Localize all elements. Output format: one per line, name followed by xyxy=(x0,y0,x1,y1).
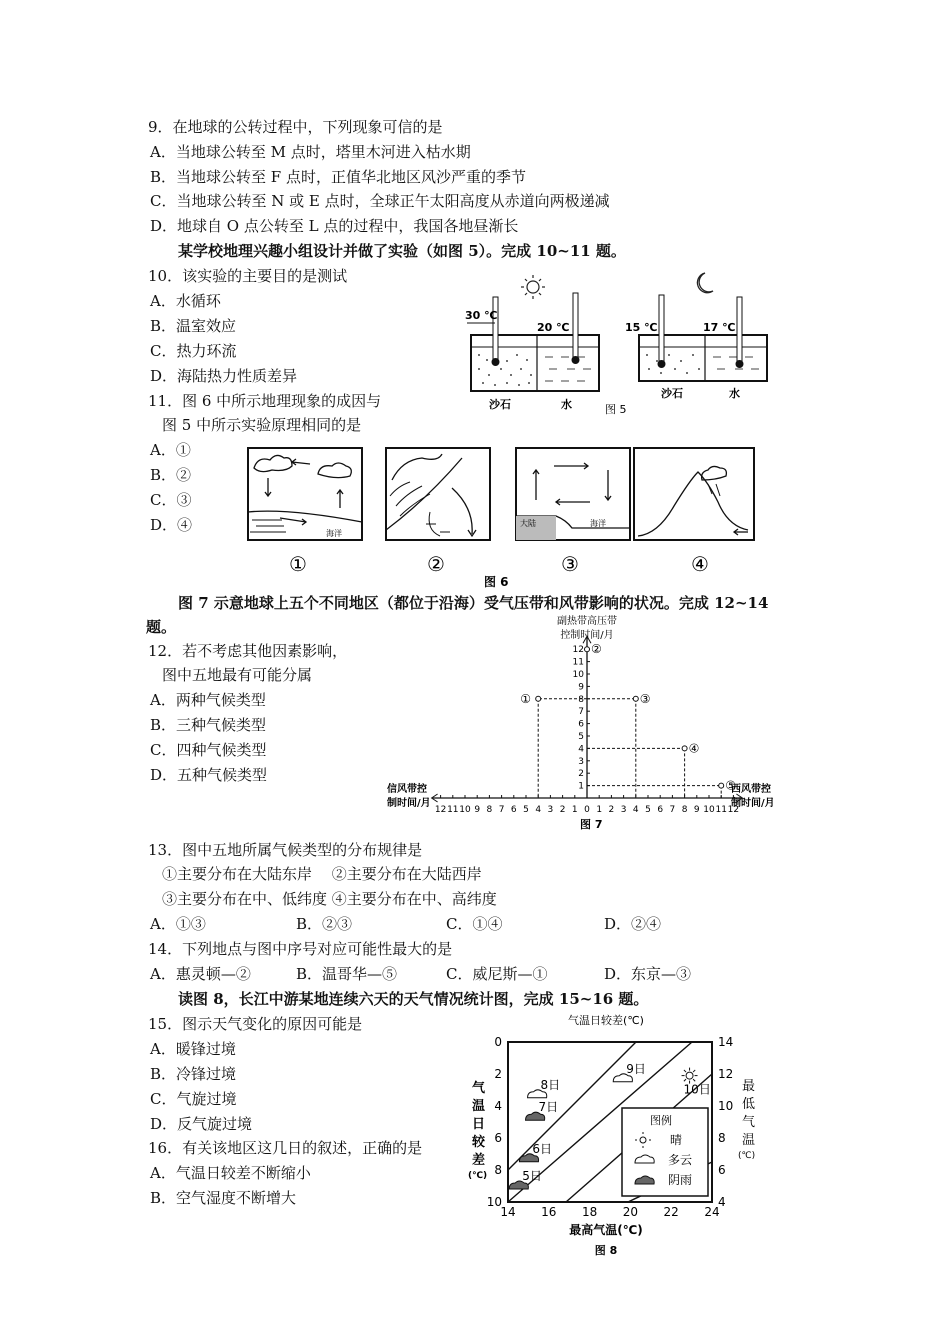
fig5-label-water-night: 水 xyxy=(729,387,740,400)
fig8-y2-tick-label: 12 xyxy=(718,1067,734,1081)
q14-option-d: D．东京—③ xyxy=(604,965,692,983)
fig7-x-tick-label: 10 xyxy=(703,805,715,815)
fig5-temp-water-day: 20 ℃ xyxy=(537,321,570,334)
fig7-x-tick-label: 8 xyxy=(681,805,688,815)
q9-option-d: D．地球自 O 点公转至 L 点的过程中，我国各地昼渐长 xyxy=(150,217,519,235)
sun-icon xyxy=(521,275,545,299)
q9-option-b: B．当地球公转至 F 点时，正值华北地区风沙严重的季节 xyxy=(150,168,526,186)
fig8-x-tick-label: 18 xyxy=(581,1205,598,1219)
fig7-x-tick-label: 1 xyxy=(571,805,578,815)
q15-option-b: B．冷锋过境 xyxy=(150,1065,237,1083)
fig8-y-tick-label: 4 xyxy=(494,1099,502,1113)
sun-ray xyxy=(684,1079,686,1081)
fig7-ytitle-2: 控制时间/月 xyxy=(560,630,614,641)
fig7-x-tick-label: 6 xyxy=(510,805,517,815)
sun-core xyxy=(686,1072,693,1079)
fig7-x-tick-label: 2 xyxy=(608,805,615,815)
fig7-point-label-3: ③ xyxy=(639,691,651,706)
fig7-x-tick-label: 4 xyxy=(632,805,639,815)
q14-option-b: B．温哥华—⑤ xyxy=(296,965,398,983)
q10-option-a: A．水循环 xyxy=(150,292,221,310)
fig8-point-label-6: 10日 xyxy=(683,1082,711,1097)
q16-stem: 16．有关该地区这几日的叙述，正确的是 xyxy=(148,1139,423,1157)
fig8-bottom-title: 最高气温(℃) xyxy=(569,1223,643,1237)
q14-stem: 14．下列地点与图中序号对应可能性最大的是 xyxy=(148,940,453,958)
fig7-y-tick-label: 2 xyxy=(578,769,584,780)
figure-6-caption: 图 6 xyxy=(484,575,509,588)
fig7-point-3 xyxy=(633,696,638,701)
fig8-x-tick-label: 20 xyxy=(622,1205,639,1219)
fig8-left-title-2: 温 xyxy=(472,1099,486,1114)
fig8-y2-tick-label: 6 xyxy=(718,1163,726,1177)
fig5-label-water-day: 水 xyxy=(561,398,572,411)
q14-option-c: C．威尼斯—① xyxy=(446,965,548,983)
fig8-y-tick-label: 8 xyxy=(494,1163,502,1177)
sun-ray xyxy=(693,1079,695,1081)
fig7-x-tick-label: 12 xyxy=(434,805,447,815)
fig8-point-label-4: 8日 xyxy=(540,1077,561,1092)
fig8-isotherm-line-1 xyxy=(508,1042,636,1170)
fig7-point-label-1: ① xyxy=(520,691,531,706)
intro-12-14-line2: 题。 xyxy=(146,618,177,636)
fig8-y2-tick-label: 14 xyxy=(718,1035,734,1049)
fig7-y-tick-label: 12 xyxy=(572,645,584,656)
fig8-legend xyxy=(622,1108,708,1196)
fig8-y2-tick-label: 4 xyxy=(718,1195,726,1209)
fig6-sea-label: 海洋 xyxy=(326,529,342,538)
fig6-num-2: ② xyxy=(427,552,445,576)
q12-stem-line1: 12．若不考虑其他因素影响， xyxy=(148,642,348,660)
fig8-y-tick-label: 10 xyxy=(486,1195,502,1209)
fig7-x-tick-label: 11 xyxy=(447,805,459,815)
fig8-right-title-4: 温 xyxy=(742,1133,756,1148)
q10-option-d: D．海陆热力性质差异 xyxy=(150,367,298,385)
fig6-num-3: ③ xyxy=(561,552,579,576)
fig7-x-tick-label: 1 xyxy=(596,805,603,815)
tank-day xyxy=(467,293,599,391)
fig7-y-tick-label: 9 xyxy=(578,682,584,693)
sun-ray xyxy=(684,1070,686,1072)
fig7-x-tick-label: 8 xyxy=(486,805,493,815)
figure-5-caption: 图 5 xyxy=(605,403,627,415)
fig8-y2-tick-label: 8 xyxy=(718,1131,726,1145)
fig7-y-tick-label: 11 xyxy=(572,657,584,668)
q13-statement-2: ③主要分布在中、低纬度 ④主要分布在中、高纬度 xyxy=(162,890,497,908)
fig8-y-tick-label: 2 xyxy=(494,1067,502,1081)
q15-option-a: A．暖锋过境 xyxy=(150,1040,236,1058)
q16-option-b: B．空气湿度不断增大 xyxy=(150,1189,297,1207)
tank-night xyxy=(639,295,767,381)
q11-stem-line2: 图 5 中所示实验原理相同的是 xyxy=(162,416,362,434)
fig6-num-4: ④ xyxy=(691,552,709,576)
q11-option-a: A．① xyxy=(150,441,191,459)
fig6-land-label: 大陆 xyxy=(520,519,536,528)
figure-8-caption: 图 8 xyxy=(594,1244,618,1257)
q14-option-a: A．惠灵顿—② xyxy=(150,965,251,983)
intro-15-16: 读图 8，长江中游某地连续六天的天气情况统计图，完成 15~16 题。 xyxy=(178,990,649,1008)
q12-option-a: A．两种气候类型 xyxy=(150,691,266,709)
figure-5 xyxy=(455,265,775,415)
fig8-right-title-2: 低 xyxy=(742,1097,756,1112)
fig8-right-title-5: (℃) xyxy=(738,1151,756,1161)
q11-option-d: D．④ xyxy=(150,516,193,534)
fig8-point-label-2: 6日 xyxy=(532,1141,553,1156)
fig7-y-tick-label: 7 xyxy=(578,707,584,718)
fig7-x-tick-label: 5 xyxy=(645,805,651,815)
fig8-y-tick-label: 6 xyxy=(494,1131,502,1145)
fig5-temp-sand-day: 30 ℃ xyxy=(465,309,498,322)
fig8-right-title-1: 最 xyxy=(742,1079,756,1094)
fig7-point-1 xyxy=(536,696,541,701)
fig8-left-title-5: 差 xyxy=(472,1153,486,1168)
q13-option-d: D．②④ xyxy=(604,915,662,933)
fig7-point-label-2: ② xyxy=(591,642,602,657)
fig7-right-title-1: 西风带控 xyxy=(731,784,771,795)
figure-7-caption: 图 7 xyxy=(580,818,603,831)
moon-icon xyxy=(697,273,713,293)
fig7-x-tick-label: 11 xyxy=(715,805,727,815)
intro-12-14-line1: 图 7 示意地球上五个不同地区（都位于沿海）受气压带和风带影响的状况。完成 12~14 xyxy=(178,594,769,612)
fig7-ytitle-1: 副热带高压带 xyxy=(557,616,617,627)
fig7-point-5 xyxy=(719,783,724,788)
fig7-x-tick-label: 4 xyxy=(535,805,542,815)
fig7-x-tick-label: 3 xyxy=(620,805,627,815)
q15-option-d: D．反气旋过境 xyxy=(150,1115,253,1133)
figure-8-chart xyxy=(460,1012,770,1260)
q12-option-c: C．四种气候类型 xyxy=(150,741,267,759)
fig7-y-tick-label: 10 xyxy=(572,670,584,680)
q12-stem-line2: 图中五地最有可能分属 xyxy=(162,666,313,684)
q13-option-a: A．①③ xyxy=(150,915,206,933)
fig7-x-tick-label: 9 xyxy=(474,805,481,815)
sun-icon xyxy=(682,1068,698,1084)
fig6-sea-label-2: 海洋 xyxy=(590,519,606,528)
fig8-x-tick-label: 14 xyxy=(500,1205,516,1219)
fig7-point-2 xyxy=(585,647,590,652)
fig7-x-tick-label: 0 xyxy=(584,805,590,815)
figure-7-chart xyxy=(385,612,790,834)
q11-stem-line1: 11．图 6 中所示地理现象的成因与 xyxy=(148,392,382,410)
fig7-point-label-5: ⑤ xyxy=(725,778,736,793)
fig6-panel-1 xyxy=(248,448,362,540)
fig8-top-title: 气温日较差(℃) xyxy=(568,1014,644,1027)
fig5-label-sand-day: 沙石 xyxy=(489,398,511,411)
fig7-x-tick-label: 6 xyxy=(657,805,664,815)
q12-option-b: B．三种气候类型 xyxy=(150,716,267,734)
fig7-point-4 xyxy=(682,746,687,751)
fig8-y2-tick-label: 10 xyxy=(718,1099,734,1113)
fig8-left-title-1: 气 xyxy=(472,1081,486,1096)
fig8-legend-sunny: 晴 xyxy=(670,1133,683,1147)
fig7-x-tick-label: 5 xyxy=(523,805,529,815)
fig7-left-title-2: 制时间/月 xyxy=(387,798,431,809)
fig7-y-tick-label: 3 xyxy=(578,756,584,767)
fig8-point-label-1: 5日 xyxy=(522,1169,542,1183)
fig5-temp-water-night: 17 ℃ xyxy=(703,321,736,334)
q15-option-c: C．气旋过境 xyxy=(150,1090,237,1108)
fig7-x-tick-label: 10 xyxy=(459,805,471,815)
fig5-temp-sand-night: 15 ℃ xyxy=(625,321,658,334)
q10-stem: 10．该实验的主要目的是测试 xyxy=(148,267,348,285)
fig6-panel-4 xyxy=(634,448,754,540)
fig8-point-label-5: 9日 xyxy=(626,1061,646,1076)
q9-option-c: C．当地球公转至 N 或 E 点时，全球正午太阳高度从赤道向两极递减 xyxy=(150,192,610,210)
fig7-y-tick-label: 8 xyxy=(578,694,584,705)
fig7-x-tick-label: 9 xyxy=(693,805,700,815)
fig7-y-tick-label: 5 xyxy=(578,732,584,742)
q11-option-b: B．② xyxy=(150,466,192,484)
q9-stem: 9．在地球的公转过程中，下列现象可信的是 xyxy=(148,118,443,136)
fig7-x-tick-label: 7 xyxy=(498,805,505,815)
sun-ray xyxy=(693,1070,695,1072)
figure-6 xyxy=(240,440,770,588)
q13-option-c: C．①④ xyxy=(446,915,503,933)
fig7-x-tick-label: 12 xyxy=(727,805,740,815)
fig8-legend-cloudy: 多云 xyxy=(668,1153,693,1167)
fig6-num-1: ① xyxy=(289,552,307,576)
fig7-y-tick-label: 4 xyxy=(578,744,584,755)
fig8-left-title-6: (℃) xyxy=(468,1171,488,1181)
q10-option-c: C．热力环流 xyxy=(150,342,237,360)
fig7-right-title-2: 制时间/月 xyxy=(731,798,775,809)
fig7-y-tick-label: 1 xyxy=(578,781,584,792)
q15-stem: 15．图示天气变化的原因可能是 xyxy=(148,1015,363,1033)
fig8-right-title-3: 气 xyxy=(742,1115,756,1130)
fig8-legend-rain: 阴雨 xyxy=(668,1173,693,1187)
q13-option-b: B．②③ xyxy=(296,915,353,933)
q10-option-b: B．温室效应 xyxy=(150,317,237,335)
q13-statement-1: ①主要分布在大陆东岸 ②主要分布在大陆西岸 xyxy=(162,865,482,883)
fig8-x-tick-label: 24 xyxy=(704,1205,720,1219)
fig8-x-tick-label: 16 xyxy=(541,1205,557,1219)
q16-option-a: A．气温日较差不断缩小 xyxy=(150,1164,311,1182)
fig7-left-title-1: 信风带控 xyxy=(387,784,427,795)
fig7-x-tick-label: 3 xyxy=(547,805,554,815)
fig7-x-tick-label: 2 xyxy=(559,805,566,815)
fig8-legend-title: 图例 xyxy=(650,1114,672,1127)
q9-option-a: A．当地球公转至 M 点时，塔里木河进入枯水期 xyxy=(150,143,471,161)
q12-option-d: D．五种气候类型 xyxy=(150,766,268,784)
fig8-left-title-4: 较 xyxy=(472,1135,486,1150)
fig5-label-sand-night: 沙石 xyxy=(661,387,683,400)
fig8-point-label-3: 7日 xyxy=(538,1100,559,1115)
fig8-left-title-3: 日 xyxy=(472,1117,486,1132)
fig6-panel-2 xyxy=(386,448,490,540)
intro-10-11: 某学校地理兴趣小组设计并做了实验（如图 5）。完成 10~11 题。 xyxy=(178,242,626,260)
fig7-y-tick-label: 6 xyxy=(578,719,584,730)
q11-option-c: C．③ xyxy=(150,491,192,509)
fig8-y-tick-label: 0 xyxy=(494,1035,502,1049)
q13-stem: 13．图中五地所属气候类型的分布规律是 xyxy=(148,841,423,859)
fig7-x-tick-label: 7 xyxy=(669,805,676,815)
fig7-point-label-4: ④ xyxy=(688,741,700,756)
fig8-x-tick-label: 22 xyxy=(663,1205,679,1219)
